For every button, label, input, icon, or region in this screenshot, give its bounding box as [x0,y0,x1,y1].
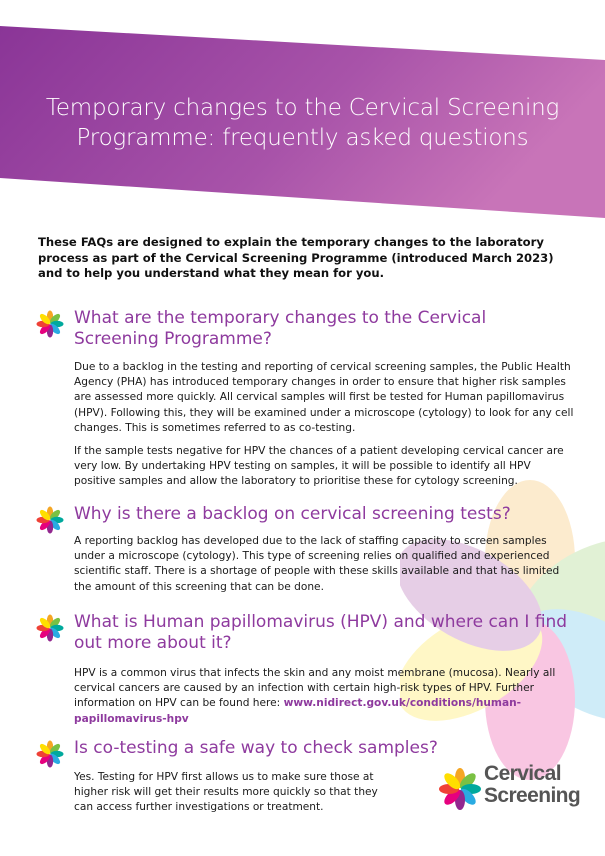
answer-paragraph: If the sample tests negative for HPV the chances of a patient developing cervical cancer are very low. By undertaking HPV testing on samples, it will be possible to identify all HPV positive samples and allow the laboratory to prioritise these for cytology screening. [74,445,564,488]
answer-text [74,666,574,735]
logo-text: Cervical Screening [484,762,581,807]
answer-paragraph: A reporting backlog has developed due to the lack of staffing capacity to screen samples under a microscope (cytology). This type of screening relies on qualified and experienced scientific staff. There is a shortage of people with these skills available and that has limited the amount of this screening that can be done. [74,535,560,593]
question-title: What is Human papillomavirus (HPV) and where can I find out more about it? [74,612,568,653]
question-title: Why is there a backlog on cervical screening tests? [74,504,511,524]
header-banner [0,0,605,220]
answer-paragraph: Yes. Testing for HPV first allows us to make sure those at higher risk will get their results more quickly so that they can access further investigations or treatment. [74,771,378,814]
flower-petals-icon [438,767,482,811]
answer-paragraph: HPV is a common virus that infects the skin and any moist membrane (mucosa). Nearly all cervical cancers are caused by an infection with certain high-risk types of HPV. Further information on HPV can be found here: www.nidirect.gov.uk/conditions/human-papillomavirus-hpv [74,667,556,725]
cervical-screening-logo [438,762,581,815]
flower-petals-icon [36,740,64,768]
page-title-line-1: Temporary changes to the Cervical Screening [45,95,560,121]
flower-petals-icon [36,506,64,534]
question-title: What are the temporary changes to the Cervical Screening Programme? [74,308,487,349]
answer-text [74,770,394,824]
hpv-info-link[interactable]: www.nidirect.gov.uk/conditions/human-papillomavirus-hpv [74,697,522,725]
answer-text [74,360,574,498]
flower-petals-icon [36,310,64,338]
page-title [20,93,585,153]
intro-text: These FAQs are designed to explain the temporary changes to the laboratory process as part of the Cervical Screening Programme (introduced March 2023) and to help you understand what they mean for you. [38,235,554,281]
answer-paragraph: Due to a backlog in the testing and reporting of cervical screening samples, the Public Health Agency (PHA) has introduced temporary changes in order to ensure that higher risk samples are assessed more quickly. All cervical samples will first be tested for Human papillomavirus (HPV). Following this, they will be examined under a microscope (cytology) to look for any cell changes. This is sometimes referred to as co-testing. [74,361,574,434]
answer-text [74,534,574,603]
flower-petals-icon [36,614,64,642]
question-title: Is co-testing a safe way to check samples? [74,738,438,758]
page-title-line-2: Programme: frequently asked questions [76,125,529,151]
